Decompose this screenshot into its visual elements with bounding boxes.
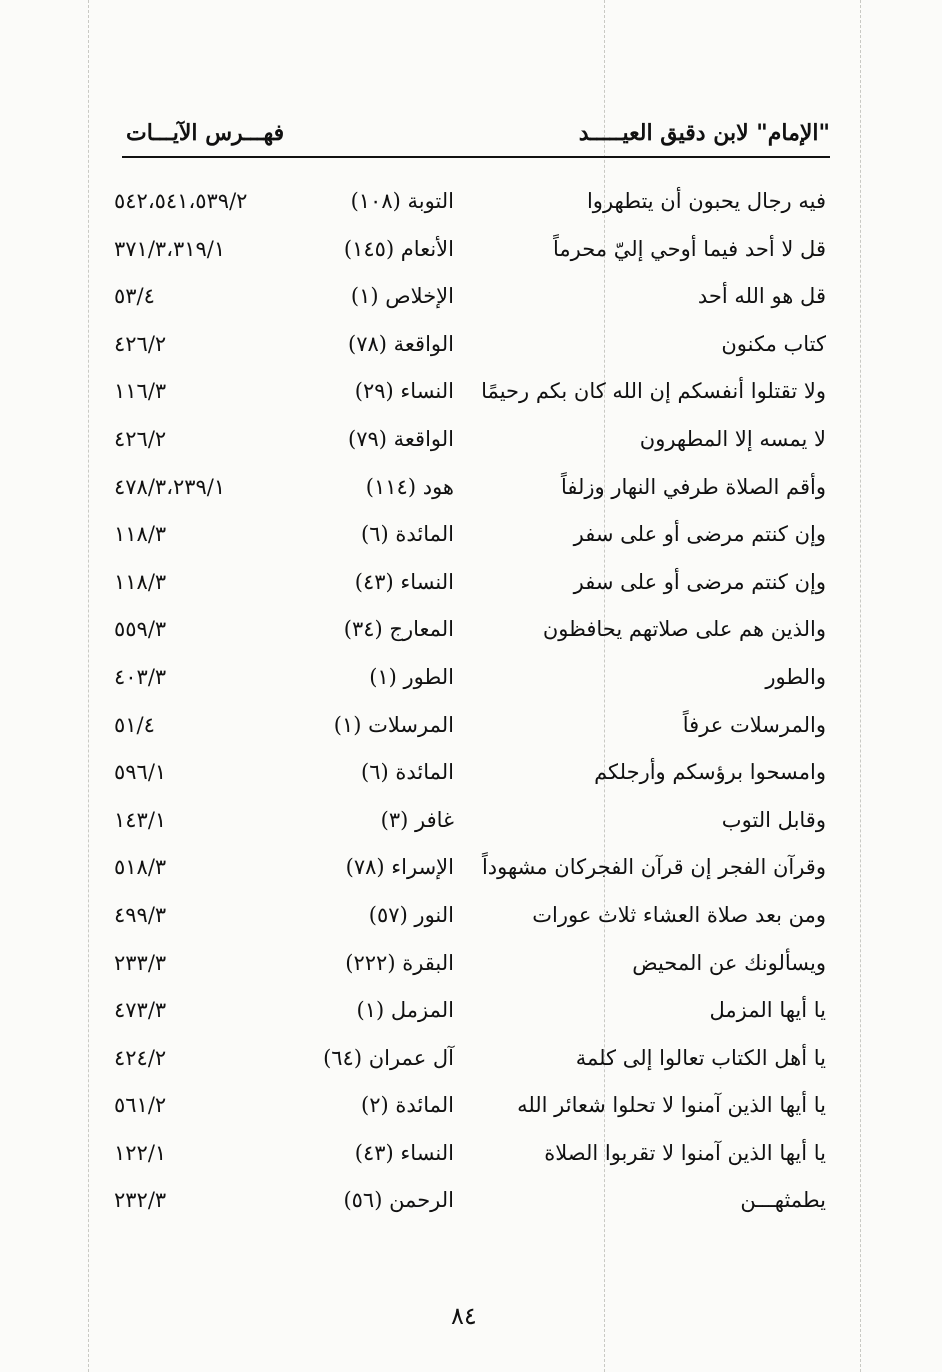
index-row xyxy=(100,368,830,416)
index-row xyxy=(100,464,830,512)
index-row xyxy=(100,1130,830,1178)
volume-page-reference: ٤٩٩/٣ xyxy=(114,902,167,927)
index-row xyxy=(100,940,830,988)
verse-text: يا أيها المزمل xyxy=(709,998,826,1023)
verse-text: قل هو الله أحد xyxy=(697,284,826,309)
surah-reference: الرحمن (٥٦) xyxy=(343,1188,454,1213)
surah-reference: المائدة (٦) xyxy=(361,760,454,785)
volume-page-reference: ٤٧٨/٣،٢٣٩/١ xyxy=(114,474,226,499)
volume-page-reference: ٤٠٣/٣ xyxy=(114,664,167,689)
surah-reference: النساء (٢٩) xyxy=(354,379,454,404)
volume-page-reference: ٥٥٩/٣ xyxy=(114,617,167,642)
index-row xyxy=(100,606,830,654)
verse-text: ومن بعد صلاة العشاء ثلاث عورات xyxy=(532,902,826,927)
surah-reference: الإخلاص (١) xyxy=(350,284,454,309)
verse-text: فيه رجال يحبون أن يتطهروا xyxy=(586,189,826,213)
index-row xyxy=(100,1082,830,1130)
surah-reference: غافر (٣) xyxy=(380,807,454,832)
volume-page-reference: ١٢٢/١ xyxy=(114,1140,167,1165)
volume-page-reference: ٥١/٤ xyxy=(114,712,155,737)
verse-text: والطور xyxy=(765,664,826,689)
surah-reference: الواقعة (٧٨) xyxy=(348,331,454,356)
volume-page-reference: ٤٢٦/٢ xyxy=(114,426,167,451)
surah-reference: الإسراء (٧٨) xyxy=(345,855,454,880)
index-row xyxy=(100,654,830,702)
surah-reference: التوبة (١٠٨) xyxy=(350,189,454,213)
volume-page-reference: ١١٨/٣ xyxy=(114,522,167,547)
surah-reference: المزمل (١) xyxy=(356,998,454,1023)
fold-line xyxy=(860,0,861,1372)
verse-text: يطمثهـــن xyxy=(740,1188,826,1213)
book-title: "الإمام" لابن دقيق العيـــــد xyxy=(578,120,830,146)
volume-page-reference: ٤٧٣/٣ xyxy=(114,998,167,1023)
fold-line xyxy=(88,0,89,1372)
volume-page-reference: ٥١٨/٣ xyxy=(114,855,167,880)
volume-page-reference: ٥٦١/٢ xyxy=(114,1093,167,1118)
volume-page-reference: ١١٨/٣ xyxy=(114,569,167,594)
index-row xyxy=(100,1177,830,1225)
verse-text: وقرآن الفجر إن قرآن الفجركان مشهوداً xyxy=(481,855,826,880)
surah-reference: الطور (١) xyxy=(369,664,454,689)
verse-text: قل لا أحد فيما أوحي إليّ محرماً xyxy=(553,236,826,261)
surah-reference: النور (٥٧) xyxy=(368,902,454,927)
verse-text: كتاب مكنون xyxy=(721,331,826,356)
surah-reference: المائدة (٦) xyxy=(361,522,454,547)
surah-reference: الأنعام (١٤٥) xyxy=(343,236,454,261)
index-row xyxy=(100,511,830,559)
surah-reference: المائدة (٢) xyxy=(361,1093,454,1118)
volume-page-reference: ٥٤٢،٥٤١،٥٣٩/٢ xyxy=(114,189,248,213)
page-number: ٨٤ xyxy=(451,1302,477,1330)
verse-index-list xyxy=(100,178,830,1225)
volume-page-reference: ٥٣/٤ xyxy=(114,284,155,309)
index-row xyxy=(100,892,830,940)
index-row xyxy=(100,559,830,607)
surah-reference: النساء (٤٣) xyxy=(354,569,454,594)
surah-reference: المعارج (٣٤) xyxy=(343,617,454,642)
verse-text: ولا تقتلوا أنفسكم إن الله كان بكم رحيمًا xyxy=(481,379,826,404)
page-header xyxy=(122,112,830,158)
volume-page-reference: ٣٧١/٣،٣١٩/١ xyxy=(114,236,226,261)
index-row xyxy=(100,749,830,797)
volume-page-reference: ٥٩٦/١ xyxy=(114,760,167,785)
verse-text: لا يمسه إلا المطهرون xyxy=(639,426,826,451)
volume-page-reference: ٤٢٦/٢ xyxy=(114,331,167,356)
volume-page-reference: ٢٣٢/٣ xyxy=(114,1188,167,1213)
index-row xyxy=(100,321,830,369)
verse-text: والمرسلات عرفاً xyxy=(682,712,826,737)
index-row xyxy=(100,844,830,892)
index-row xyxy=(100,273,830,321)
volume-page-reference: ٤٢٤/٢ xyxy=(114,1045,167,1070)
verse-text: والذين هم على صلاتهم يحافظون xyxy=(542,617,826,642)
surah-reference: آل عمران (٦٤) xyxy=(323,1045,454,1070)
index-row xyxy=(100,987,830,1035)
verse-text: ويسألونك عن المحيض xyxy=(632,950,826,975)
surah-reference: المرسلات (١) xyxy=(333,712,454,737)
verse-text: يا أهل الكتاب تعالوا إلى كلمة xyxy=(575,1045,826,1070)
index-row xyxy=(100,226,830,274)
section-title: فهـــرس الآيـــات xyxy=(126,120,285,146)
verse-text: وامسحوا برؤسكم وأرجلكم xyxy=(594,760,826,785)
surah-reference: البقرة (٢٢٢) xyxy=(345,950,454,975)
verse-text: وأقم الصلاة طرفي النهار وزلفاً xyxy=(560,474,826,499)
verse-text: وإن كنتم مرضى أو على سفر xyxy=(573,522,826,547)
verse-text: وإن كنتم مرضى أو على سفر xyxy=(573,569,826,594)
verse-text: وقابل التوب xyxy=(721,807,826,832)
volume-page-reference: ١٤٣/١ xyxy=(114,807,167,832)
surah-reference: الواقعة (٧٩) xyxy=(348,426,454,451)
index-row xyxy=(100,702,830,750)
volume-page-reference: ١١٦/٣ xyxy=(114,379,167,404)
index-row xyxy=(100,797,830,845)
surah-reference: النساء (٤٣) xyxy=(354,1140,454,1165)
volume-page-reference: ٢٣٣/٣ xyxy=(114,950,167,975)
index-row xyxy=(100,1035,830,1083)
verse-text: يا أيها الذين آمنوا لا تقربوا الصلاة xyxy=(544,1140,826,1165)
index-row xyxy=(100,416,830,464)
index-row xyxy=(100,178,830,226)
surah-reference: هود (١١٤) xyxy=(365,474,454,499)
verse-text: يا أيها الذين آمنوا لا تحلوا شعائر الله xyxy=(517,1093,826,1118)
